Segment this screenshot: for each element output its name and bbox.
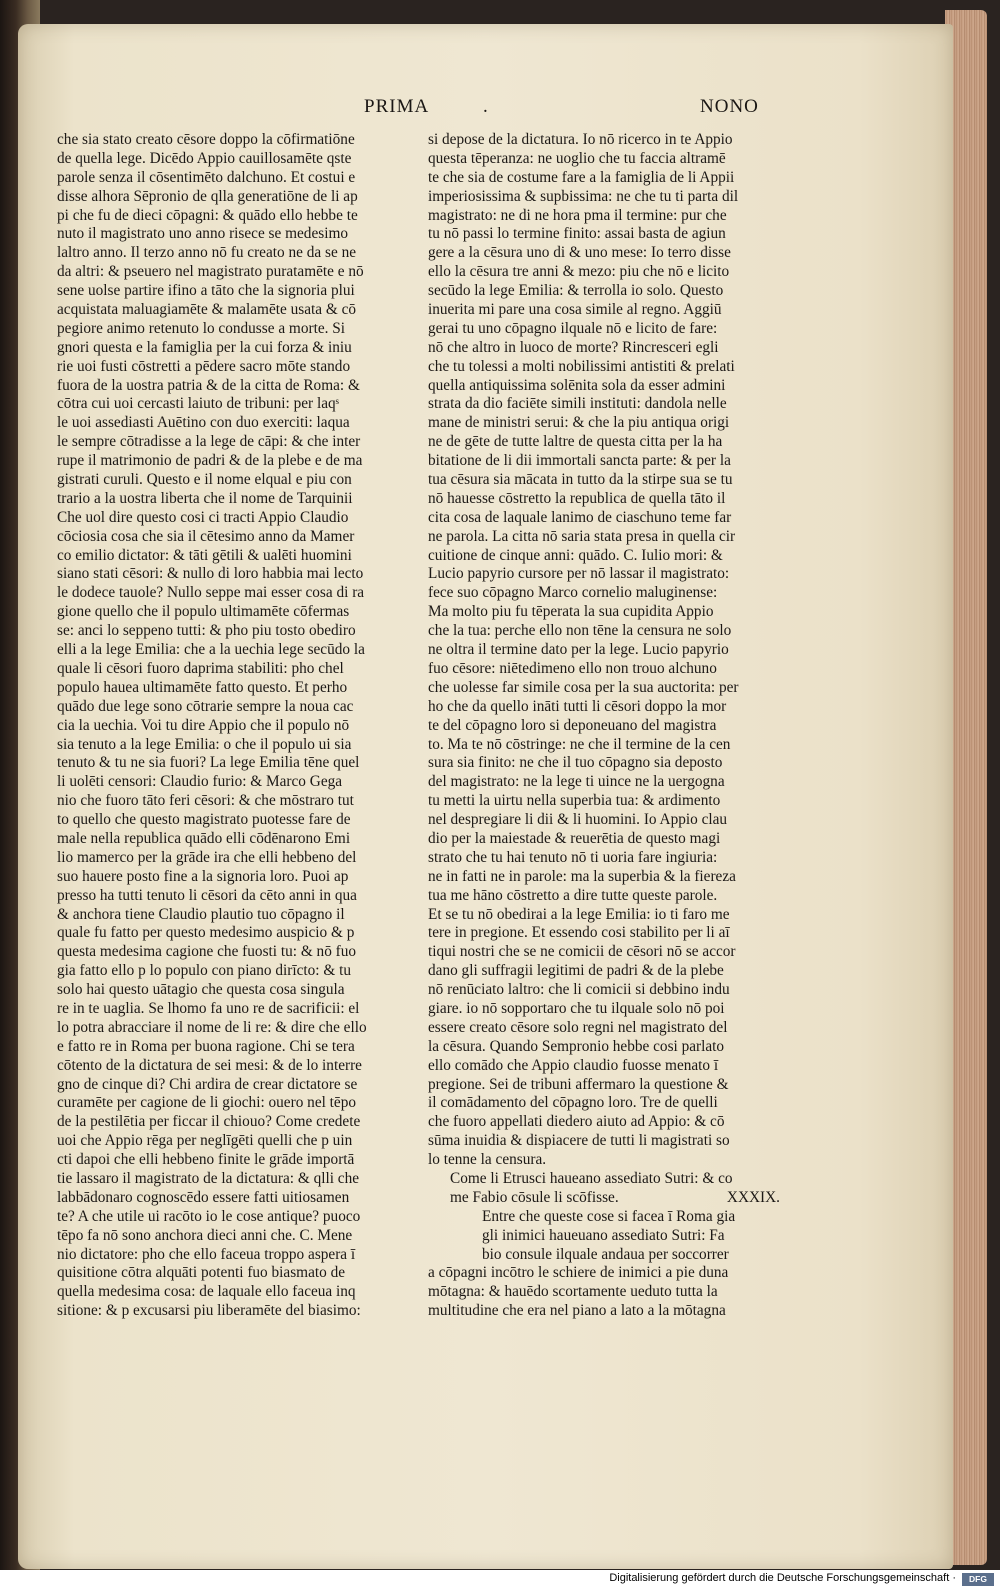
text-line: quella antiquissima solēnita sola da esser admini [428,376,726,394]
text-line: elli a la lege Emilia: che a la uechia lege secūdo la [57,641,365,659]
text-line: bio consule ilquale andaua per soccorrer [482,1245,729,1263]
text-line: Ma molto piu fu tēperata la sua cupidita Appio [428,603,714,621]
text-line: quisitione cōtra alquāti potenti fuo biasmato de [57,1264,346,1282]
text-line: suo hauere posto fine a la signoria loro. Puoi ap [57,867,349,885]
text-line: gli inimici haueuano assediato Sutri: Fa [482,1226,725,1244]
text-line: nio che fuoro tāto feri cēsori: & che mōstraro tut [57,792,354,810]
text-line: imperiosissima & supbissima: ne che tu ti parta dil [428,187,739,205]
text-line: laltro anno. Il terzo anno nō fu creato ne da se ne [57,244,357,262]
text-line: li uolēti censori: Claudio furio: & Marco Gega [57,773,343,791]
text-line: fece suo cōpagno Marco cornelio maluginense: [428,584,718,602]
text-line: gia fatto ello p lo populo con piano dirīcto: & tu [57,962,351,980]
running-head-right: NONO [700,96,759,117]
text-line: sia tenuto a la lege Emilia: o che il populo ui sia [57,735,352,753]
text-line: le uoi assediasti Auētino con duo exerciti: laqua [57,414,350,432]
text-line: strata da dio faciēte simili instituti: dandola nelle [428,395,727,413]
text-line: gistrati curuli. Questo e il nome elqual e piu con [57,471,352,489]
text-line: sūma inuidia & dispiacere de tutti li magistrati so [428,1132,730,1150]
text-line: nō renūciato laltro: che li comicii si debbino indu [428,981,730,999]
text-line: disse alhora Sēpronio de qlla generatiōne de li ap [57,187,358,205]
text-line: che uolesse far simile cosa per la sua auctorita: per [428,678,739,696]
text-line: labbādonaro cognoscēdo essere fatti uitiosamen [57,1188,350,1206]
text-line: uoi che Appio rēga per neglīgēti quelli che p uin [57,1132,353,1150]
text-line: lo tenne la censura. [428,1151,547,1169]
text-line: to quello che questo magistrato puotesse fare de [57,811,351,829]
text-line: inuerita mi pare una cosa simile al regno. Aggiū [428,301,722,319]
text-line: lio mamerco per la grāde ira che elli hebbeno del [57,848,357,866]
text-line: cōciosia cosa che sia il cētesimo anno da Mamer [57,527,355,545]
text-line: tua cēsura sia mācata in tutto da la stirpe sua se tu [428,471,733,489]
text-line: gerai tu uno cōpagno ilquale nō e licito de fare: [428,319,718,337]
text-line: strato che tu hai tenuto nō ti uoria fare ingiuria: [428,848,718,866]
text-line: tu nō passi lo termine finito: assai basta de agiun [428,225,726,243]
text-line: cita cosa de laquale lanimo de ciaschuno teme far [428,508,732,526]
text-line: ne de gēte de tutte laltre de questa citta per la ha [428,433,723,451]
text-line: bitatione de li dii immortali sancta parte: & per la [428,452,731,470]
text-line: sene uolse partire ifino a tāto che la signoria plui [57,282,355,300]
text-line: pi che fu de dieci cōpagni: & quādo ello hebbe te [57,206,358,224]
text-line: acquistata maluagiamēte & malamēte usata & cō [57,301,357,319]
text-line: co emilio dictator: & tāti gētili & ualēti huomini [57,546,352,564]
text-line: nel despregiare li dii & li huomini. Io Appio clau [428,811,728,829]
text-line: nio dictatore: pho che ello faceua troppo aspera ī [57,1245,356,1263]
text-line: rupe il matrimonio de padri & de la plebe e de ma [57,452,363,470]
text-line: gere a la cēsura uno di & uno mese: Io terro disse [428,244,731,262]
text-line: ho che da quello ināti tutti li cēsori doppo la mor [428,697,727,715]
text-line: te che sia de costume fare a la famiglia de li Appii [428,168,735,186]
text-line: ne parola. La citta nō saria stata presa in quella cir [428,527,736,545]
text-line: quale fu fatto per questo medesimo auspicio & p [57,924,355,942]
text-line: secūdo la lege Emilia: & terrolla io solo. Questo [428,282,724,300]
text-line: nō che altro in luoco de morte? Rincresceri egli [428,338,719,356]
text-line: ello la cēsura tre anni & mezo: piu che nō e licito [428,263,730,281]
text-line: Che uol dire questo cosi ci tracti Appio Claudio [57,508,349,526]
text-line: gnori questa e la famiglia per la cui forza & iniu [57,338,352,356]
text-line: la cēsura. Quando Sempronio hebbe cosi parlato [428,1037,725,1055]
text-line: cia la uechia. Voi tu dire Appio che il populo nō [57,716,350,734]
text-line: pregione. Sei de tribuni affermaro la questione & [428,1075,729,1093]
text-line: che fuoro appellati diedero aiuto ad Appio: & cō [428,1113,725,1131]
text-line: tie lassaro il magistrato de la dictatura: & qlli che [57,1169,360,1187]
text-line: essere creato cēsore solo regni nel magistrato del [428,1018,728,1036]
text-line: le dodece tauole? Nullo seppe mai esser cosa di ra [57,584,365,602]
text-line: nō hauesse cōstretto la republica de quella tāto il [428,489,726,507]
text-line: cuitione de cinque anni: quādo. C. Iulio mori: & [428,546,723,564]
text-line: tua me hāno cōstretto a dire tutte queste parole. [428,886,718,904]
text-line: quale li cēsori fuoro daprima stabiliti: pho chel [57,659,344,677]
text-line: cōtento de la dictatura de sei mesi: & de lo interre [57,1056,362,1074]
text-line: che la tua: perche ello non tēne la censura ne solo [428,622,732,640]
text-line: fuo cēsore: niētedimeno ello non trouo alchuno [428,659,717,677]
text-line: de la pestilētia per ficcar il chiouo? Come credete [57,1113,361,1131]
text-line: tēpo fa nō sono anchora dieci anni che. C. Mene [57,1226,353,1244]
text-line: e fatto re in Roma per buona ragione. Chi se tera [57,1037,355,1055]
text-line: & anchora tiene Claudio plautio tuo cōpagno il [57,905,345,923]
text-line: nuto il magistrato uno anno risece se medesimo [57,225,348,243]
left-text-column [57,131,409,1321]
text-line: sitione: & p excusarsi piu liberamēte del biasimo: [57,1302,361,1320]
text-line: cti dapoi che elli hebbeno finite le grāde importā [57,1151,355,1169]
text-line: gno de cinque di? Chi ardira de crear dictatore se [57,1075,358,1093]
running-head-dot: . [483,96,489,117]
running-head-left: PRIMA [364,96,430,117]
text-line: tenuto & tu ne sia fuori? La lege Emilia tēne quel [57,754,360,772]
chapter-number: XXXIX. [726,1188,780,1206]
footer-bar [0,1570,1000,1589]
text-line: to. Ma te nō cōstringe: ne che il termine de la cen [428,735,731,753]
text-line: giare. io nō sopportaro che tu ilquale solo nō poi [428,999,725,1017]
chapter-heading-text: me Fabio cōsule li scōfisse. [450,1188,619,1206]
text-line: quella medesima cosa: de laquale ello faceua inq [57,1283,356,1301]
text-line: che tu tolessi a molti nobilissimi antistiti & prelati [428,357,735,375]
chapter-heading-line [428,1189,784,1208]
text-line: quādo due lege sono cōtrarie sempre la noua cac [57,697,354,715]
text-line: si depose de la dictatura. Io nō ricerco in te Appio [428,131,733,148]
text-line: le sempre cōtradisse a la lege de cāpi: & che inter [57,433,361,451]
text-line: presso ha tutti tenuto li cēsori da cēto anni in qua [57,886,357,904]
text-line: parole senza il cōsentimēto dalchuno. Et costui e [57,168,356,186]
chapter-heading-line: Come li Etrusci haueano assediato Sutri: & co [450,1169,733,1187]
text-line: re in te uaglia. Se lhomo fa uno re de sacrificii: el [57,999,360,1017]
text-line: ne in fatti ne in parole: ma la superbia & la fiereza [428,867,736,885]
text-line: tere in pregione. Et essendo cosi stabilito per li aī [428,924,730,942]
text-line: cōtra cui uoi cercasti laiuto de tribuni: per laqˢ [57,395,339,413]
text-line: questa medesima cagione che fuosti tu: & nō fuo [57,943,357,961]
text-line: mane de ministri serui: & che la piu antiqua origi [428,414,730,432]
text-line: te? A che utile ui racōto io le cose antique? puoco [57,1207,361,1225]
text-line: da altri: & pseuero nel magistrato puratamēte e nō [57,263,364,281]
text-line: multitudine che era nel piano a lato a la mōtagna [428,1302,726,1320]
dfg-logo: DFG [962,1573,994,1586]
footer-credit: Digitalisierung gefördert durch die Deutsche Forschungsgemeinschaft · [609,1572,956,1584]
text-line: lo potra abracciare il nome de li re: & dire che ello [57,1018,367,1036]
text-line: male nella republica quādo elli cōdēnarono Emi [57,829,351,847]
text-line: rie uoi fusti cōstretti a pēdere sacro mōte stando [57,357,351,375]
text-line: dio per la maiestade & reuerētia de questo magi [428,829,721,847]
text-line: gione quello che il populo ultimamēte cōfermas [57,603,350,621]
text-line: che sia stato creato cēsore doppo la cōfirmatiōne [57,131,355,148]
text-line: Entre che queste cose si facea ī Roma gia [482,1207,736,1225]
text-line: populo hauea ultimamēte fatto questo. Et perho [57,678,348,696]
text-line: ello comādo che Appio claudio fuosse menato ī [428,1056,719,1074]
text-line: a cōpagni incōtro le schiere de inimici a pie duna [428,1264,729,1282]
text-line: sura sia finito: ne che il tuo cōpagno sia deposto [428,754,723,772]
text-line: trario a la uostra liberta che il nome de Tarquinii [57,489,353,507]
text-line: de quella lege. Dicēdo Appio cauillosamēte qste [57,149,352,167]
text-line: se: anci lo seppeno tutti: & pho piu tosto obediro [57,622,356,640]
text-line: pegiore animo retenuto lo condusse a morte. Si [57,319,346,337]
text-line: Et se tu nō obedirai a la lege Emilia: io ti faro me [428,905,730,923]
text-line: mōtagna: & hauēdo scortamente ueduto tutta la [428,1283,718,1301]
text-line: magistrato: ne di ne hora pma il termine: pur che [428,206,727,224]
text-line: curamēte per cagione de li giochi: ouero nel tēpo [57,1094,357,1112]
text-line: ne oltra il termine dato per la lege. Lucio papyrio [428,641,729,659]
right-text-column [428,131,784,1321]
text-line: fuora de la uostra patria & de la citta de Roma: & [57,376,360,394]
text-line: del magistrato: ne la lege ti uince ne la uergogna [428,773,725,791]
text-line: dano gli suffragii legitimi de padri & de la plebe [428,962,724,980]
text-line: tiqui nostri che se ne comicii de cēsori nō se accor [428,943,736,961]
text-line: siano stati cēsori: & nullo di loro habbia mai lecto [57,565,364,583]
text-line: tu metti la uirtu nella superbia tua: & ardimento [428,792,721,810]
text-line: questa tēperanza: ne uoglio che tu faccia altramē [428,149,726,167]
text-line: Lucio papyrio cursore per nō lassar il magistrato: [428,565,730,583]
text-line: solo hai questo uātagio che questa cosa singula [57,981,345,999]
text-line: te del cōpagno loro si deponeuano del magistra [428,716,717,734]
text-line: il comādamento del cōpagno loro. Tre de quelli [428,1094,718,1112]
